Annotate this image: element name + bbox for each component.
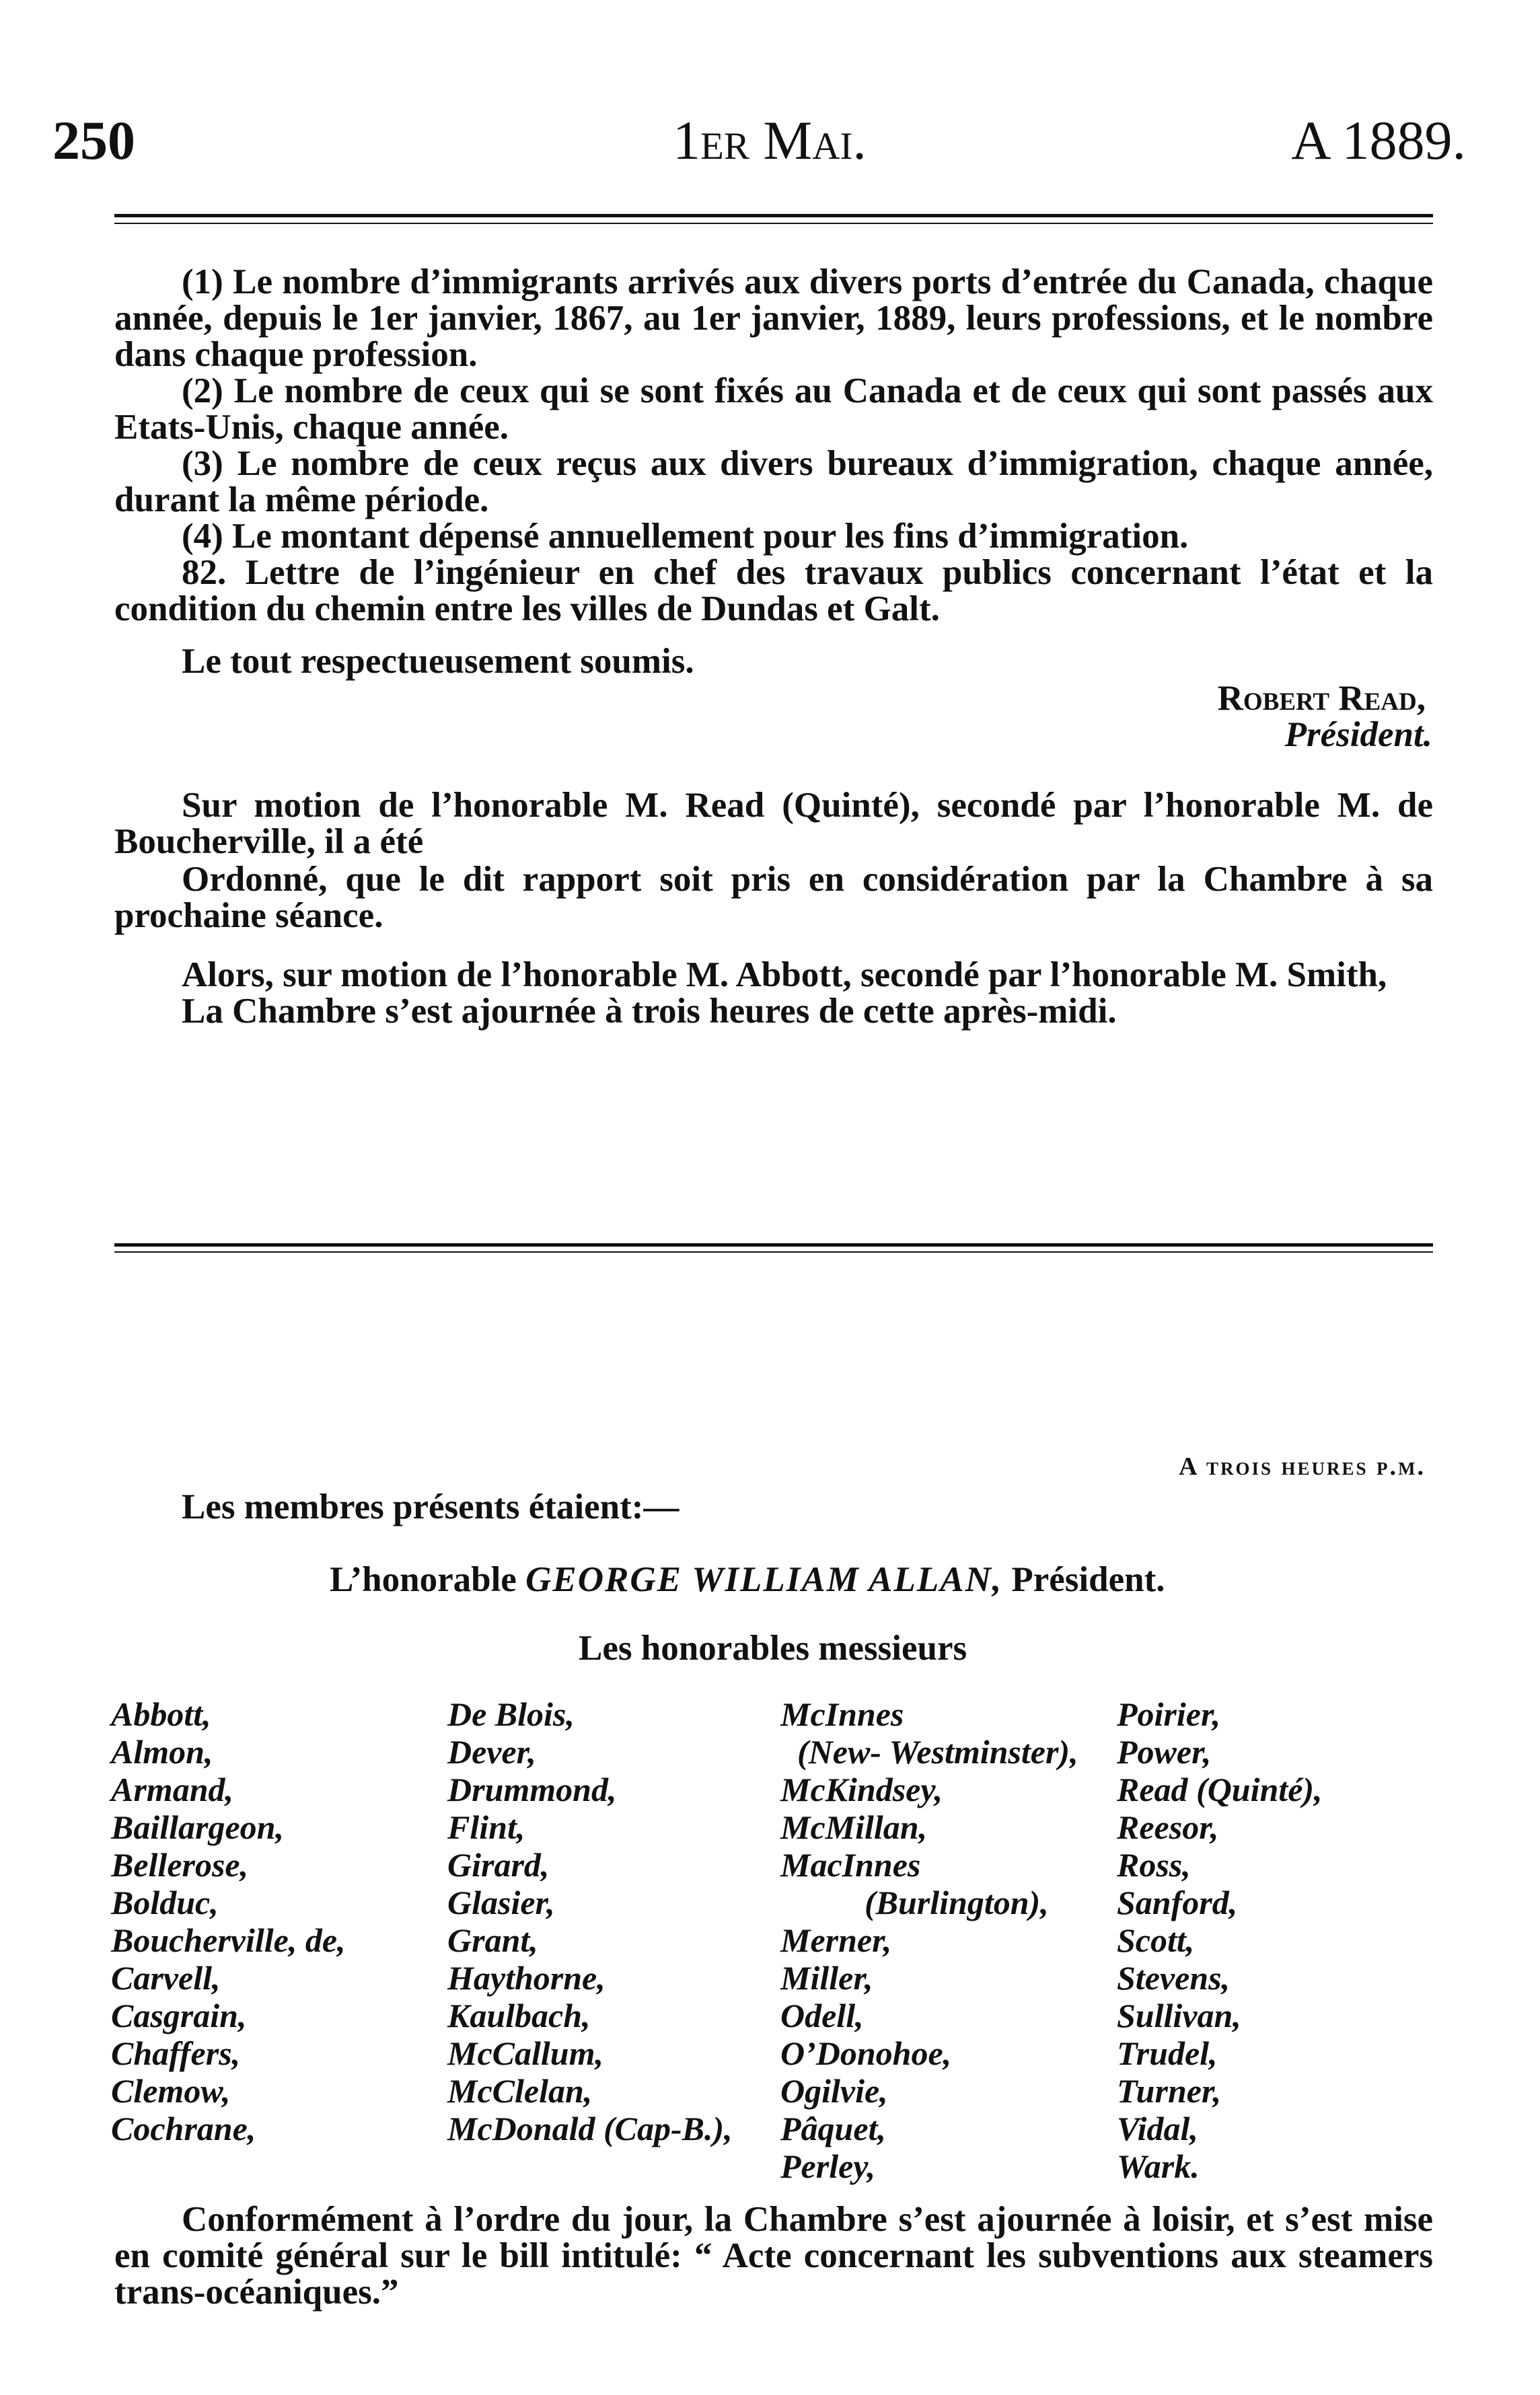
- present-intro: Les membres présents étaient:—: [182, 1487, 680, 1526]
- member-name: Clemow,: [111, 2072, 231, 2110]
- closing-paragraph: Conformément à l’ordre du jour, la Chambre s’est ajournée à loisir, et s’est mise en comité général sur le bill intitulé: “ Acte concernant les subventions aux steamers trans-océaniques.”: [114, 2200, 1433, 2312]
- sitting-time: A trois heures p.m.: [1179, 1452, 1426, 1481]
- signature-name: Robert Read,: [1217, 679, 1426, 718]
- honorables-heading: Les honorables messieurs: [579, 1629, 967, 1668]
- member-name: Scott,: [1117, 1921, 1195, 1959]
- member-name: McClelan,: [447, 2072, 593, 2110]
- member-name: Sullivan,: [1117, 1997, 1241, 2034]
- member-name: Ross,: [1117, 1846, 1191, 1884]
- motion-text: Sur motion de l’honorable M. Read (Quinté), secondé par l’honorable M. de Boucherville, il a été: [114, 786, 1433, 861]
- member-name: Flint,: [447, 1808, 525, 1846]
- member-name: Casgrain,: [111, 1997, 247, 2034]
- section-rule-bottom: [114, 1251, 1433, 1253]
- member-name: Armand,: [111, 1771, 234, 1808]
- report-item-1: (1) Le nombre d’immigrants arrivés aux divers ports d’entrée du Canada, chaque année, depuis le 1er janvier, 1867, au 1er janvier, 1889, leurs professions, et le nombre dans chaque profession.: [114, 262, 1433, 374]
- member-name: Baillargeon,: [111, 1808, 284, 1846]
- member-name: Sanford,: [1117, 1884, 1238, 1921]
- member-name: Abbott,: [111, 1695, 211, 1733]
- signature-title: Président.: [1284, 715, 1432, 754]
- member-name: Stevens,: [1117, 1959, 1231, 1997]
- member-name: Power,: [1117, 1733, 1212, 1771]
- members-column-1: [111, 1695, 346, 2147]
- member-name: Turner,: [1117, 2072, 1222, 2110]
- member-name: (New- Westminster),: [780, 1733, 1078, 1771]
- member-name: Poirier,: [1117, 1695, 1221, 1733]
- header-rule-bottom: [114, 223, 1433, 224]
- page-year: A 1889.: [1291, 110, 1466, 171]
- member-name: Carvell,: [111, 1959, 221, 1997]
- member-name: Grant,: [447, 1921, 538, 1959]
- adjournment-line-1: Alors, sur motion de l’honorable M. Abbott, secondé par l’honorable M. Smith,: [182, 955, 1387, 994]
- order-text: Ordonné, que le dit rapport soit pris en considération par la Chambre à sa prochaine séance.: [114, 860, 1433, 935]
- member-name: Reesor,: [1117, 1808, 1219, 1846]
- member-name: Kaulbach,: [447, 1997, 591, 2034]
- member-name: Haythorne,: [447, 1959, 606, 1997]
- member-name: Almon,: [111, 1733, 213, 1771]
- report-item-2: (2) Le nombre de ceux qui se sont fixés au Canada et de ceux qui sont passés aux Etats-Unis, chaque année.: [114, 371, 1433, 447]
- member-name: Glasier,: [447, 1884, 555, 1921]
- member-name: Chaffers,: [111, 2034, 241, 2072]
- member-name: McInnes: [780, 1695, 904, 1733]
- member-name: Ogilvie,: [780, 2072, 888, 2110]
- report-item-82: 82. Lettre de l’ingénieur en chef des travaux publics concernant l’état et la condition du chemin entre les villes de Dundas et Galt.: [114, 553, 1433, 628]
- speaker-role: Président.: [1011, 1560, 1165, 1599]
- member-name: Bolduc,: [111, 1884, 219, 1921]
- member-name: McDonald (Cap-B.),: [447, 2110, 733, 2147]
- member-name: Read (Quinté),: [1117, 1771, 1323, 1808]
- member-name: Boucherville, de,: [111, 1921, 346, 1959]
- member-name: Cochrane,: [111, 2110, 256, 2147]
- member-name: De Blois,: [447, 1695, 575, 1733]
- member-name: Bellerose,: [111, 1846, 249, 1884]
- page-date: 1er Mai.: [673, 110, 867, 171]
- member-name: Trudel,: [1117, 2034, 1218, 2072]
- members-column-4: [1117, 1695, 1323, 2185]
- member-name: McKindsey,: [780, 1771, 943, 1808]
- respectfully-submitted: Le tout respectueusement soumis.: [182, 642, 694, 681]
- member-name: Perley,: [780, 2147, 876, 2185]
- member-name: (Burlington),: [780, 1884, 1049, 1921]
- member-name: Odell,: [780, 1997, 864, 2034]
- member-name: McCallum,: [447, 2034, 603, 2072]
- speaker-line: [330, 1559, 1165, 1600]
- member-name: O’Donohoe,: [780, 2034, 952, 2072]
- member-name: McMillan,: [780, 1808, 928, 1846]
- adjournment-line-2: La Chambre s’est ajournée à trois heures de cette après-midi.: [182, 992, 1117, 1031]
- member-name: Vidal,: [1117, 2110, 1198, 2147]
- member-name: Dever,: [447, 1733, 536, 1771]
- member-name: Miller,: [780, 1959, 873, 1997]
- member-name: Merner,: [780, 1921, 892, 1959]
- members-column-2: [447, 1695, 733, 2147]
- section-rule-top: [114, 1243, 1433, 1247]
- speaker-name: GEORGE WILLIAM ALLAN,: [525, 1560, 1003, 1599]
- header-rule-top: [114, 214, 1433, 217]
- page-number: 250: [52, 110, 135, 171]
- member-name: Drummond,: [447, 1771, 617, 1808]
- report-item-3: (3) Le nombre de ceux reçus aux divers bureaux d’immigration, chaque année, durant la même période.: [114, 444, 1433, 519]
- members-column-3: [780, 1695, 1078, 2185]
- member-name: Girard,: [447, 1846, 550, 1884]
- members-list: [111, 1695, 1446, 2185]
- member-name: MacInnes: [780, 1846, 921, 1884]
- member-name: Pâquet,: [780, 2110, 886, 2147]
- report-item-4: (4) Le montant dépensé annuellement pour les fins d’immigration.: [182, 517, 1189, 556]
- member-name: Wark.: [1117, 2147, 1200, 2185]
- speaker-prefix: L’honorable: [330, 1560, 517, 1599]
